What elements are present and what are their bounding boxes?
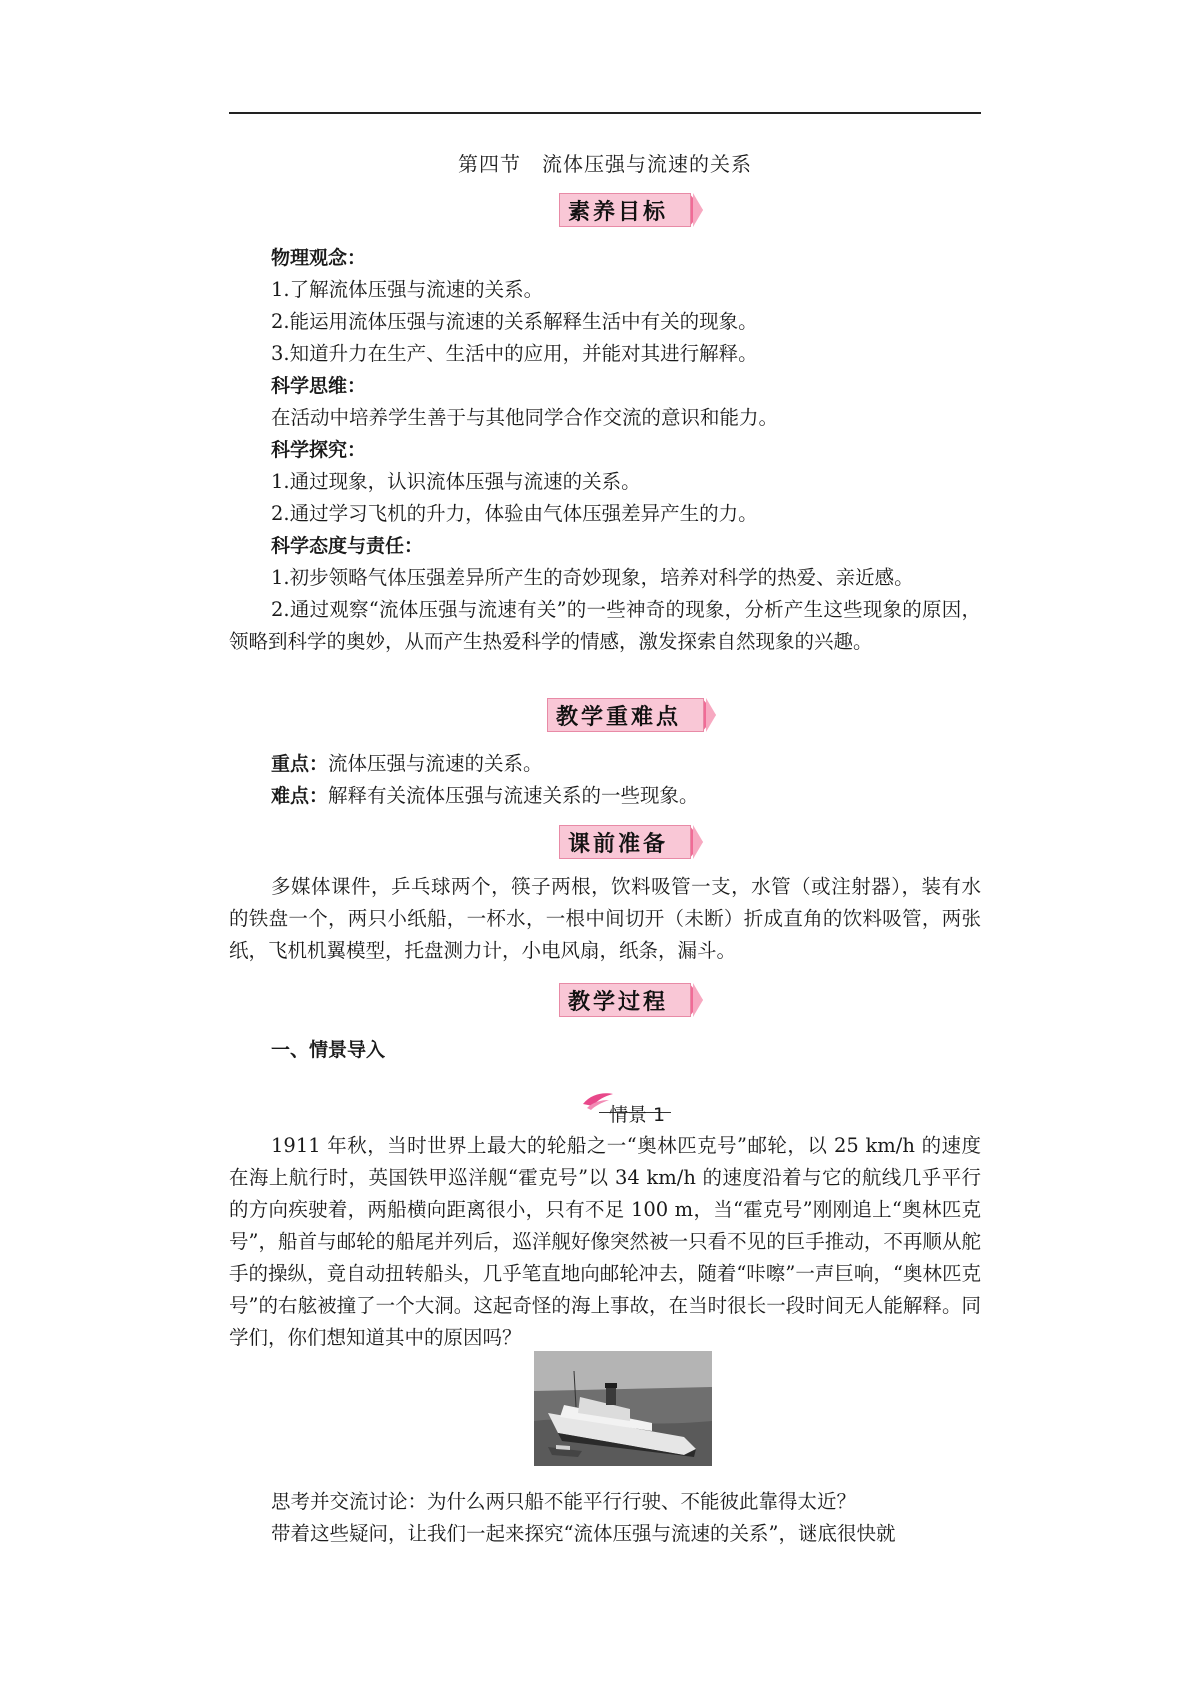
difficulty-label: 难点：	[271, 785, 329, 807]
goals-attitude-item: 1.初步领略气体压强差异所产生的奇妙现象，培养对科学的热爱、亲近感。	[271, 566, 914, 589]
chevron-right-icon	[693, 193, 703, 227]
badge-label: 教学过程	[559, 983, 691, 1017]
section-badge-process	[559, 982, 703, 1018]
ship-photo	[534, 1351, 712, 1466]
goals-attitude-item: 2.通过观察“流体压强与流速有关”的一些神奇的现象，分析产生这些现象的原因，领略到科学的奥妙，从而产生热爱科学的情感，激发探索自然现象的兴趣。	[229, 598, 981, 653]
chevron-right-icon	[693, 825, 703, 859]
goals-inquiry-item: 2.通过学习飞机的升力，体验由气体压强差异产生的力。	[271, 502, 758, 525]
key-point-difficulty	[271, 780, 699, 812]
section-badge-preparation	[559, 824, 703, 860]
discussion-text: 思考并交流讨论：为什么两只船不能平行行驶、不能彼此靠得太近？	[271, 1490, 857, 1513]
goals-concept-heading: 物理观念：	[271, 247, 367, 269]
focus-label: 重点：	[271, 753, 329, 775]
badge-label: 课前准备	[559, 825, 691, 859]
section-heading-intro: 一、情景导入	[271, 1039, 386, 1061]
badge-label: 素养目标	[559, 193, 691, 227]
key-point-focus	[271, 748, 543, 780]
page-title: 第四节 流体压强与流速的关系	[458, 152, 752, 176]
focus-text: 流体压强与流速的关系。	[328, 752, 543, 775]
goals-inquiry-item: 1.通过现象，认识流体压强与流速的关系。	[271, 470, 641, 493]
goals-thinking-text: 在活动中培养学生善于与其他同学合作交流的意识和能力。	[271, 406, 779, 429]
scene-text: 1911 年秋，当时世界上最大的轮船之一“奥林匹克号”邮轮，以 25 km/h 的速度在海上航行时，英国铁甲巡洋舰“霍克号”以 34 km/h 的速度沿着与它的航线几乎平行的方向疾驶着，两船横向距离很小，只有不足 100 m，当“霍克号”刚刚追上“奥林匹克号”，船首与邮轮的船尾并列后，巡洋舰好像突然被一只看不见的巨手推动，不再顺从舵手的操纵，竟自动扭转船头，几乎笔直地向邮轮冲去，随着“咔嚓”一声巨响，“奥林匹克号”的右舷被撞了一个大洞。这起奇怪的海上事故，在当时很长一段时间无人能解释。同学们，你们想知道其中的原因吗？	[229, 1134, 981, 1349]
badge-label: 教学重难点	[547, 698, 704, 732]
goals-thinking-heading: 科学思维：	[271, 375, 367, 397]
goals-attitude-heading: 科学态度与责任：	[271, 535, 424, 557]
section-badge-goals	[559, 192, 703, 228]
scene-label: 情景 1	[609, 1104, 666, 1126]
goals-concept-item: 2.能运用流体压强与流速的关系解释生活中有关的现象。	[271, 310, 758, 333]
difficulty-text: 解释有关流体压强与流速关系的一些现象。	[328, 784, 699, 807]
goals-concept-item: 3.知道升力在生产、生活中的应用，并能对其进行解释。	[271, 342, 758, 365]
chevron-right-icon	[693, 983, 703, 1017]
preparation-text: 多媒体课件，乒乓球两个，筷子两根，饮料吸管一支，水管（或注射器），装有水的铁盘一个，两只小纸船，一杯水，一根中间切开（未断）折成直角的饮料吸管，两张纸，飞机机翼模型，托盘测力计，小电风扇，纸条，漏斗。	[229, 875, 981, 962]
scene-heading	[581, 1090, 671, 1130]
goals-concept-item: 1.了解流体压强与流速的关系。	[271, 278, 544, 301]
top-rule	[229, 112, 981, 114]
section-badge-key-points	[547, 697, 716, 733]
chevron-right-icon	[706, 698, 716, 732]
closing-text: 带着这些疑问，让我们一起来探究“流体压强与流速的关系”，谜底很快就	[271, 1522, 896, 1545]
goals-inquiry-heading: 科学探究：	[271, 439, 367, 461]
